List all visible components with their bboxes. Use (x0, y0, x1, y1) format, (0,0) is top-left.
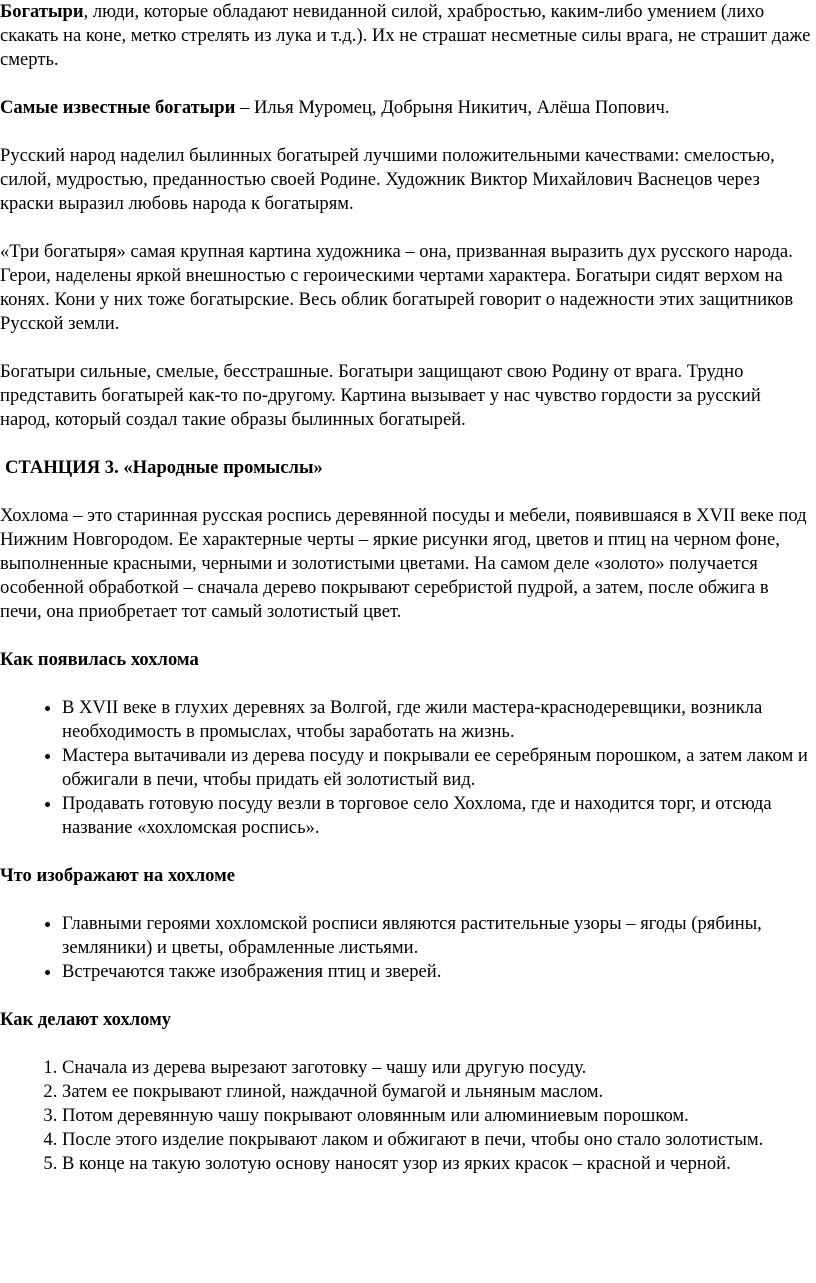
heading-make: Как делают хохлому (0, 1009, 172, 1030)
heading-origin: Как появилась хохлома (0, 649, 199, 670)
make-steps-list (0, 1056, 814, 1176)
paragraph-painting: «Три богатыря» самая крупная картина художника – она, призванная выразить дух русского народа. Герои, наделены яркой внешностью с героическими чертами характера. Богатыри сидят верхом на конях. Кони у них тоже богатырские. Весь облик богатырей говорит о надежности этих защитников Русской земли. (0, 241, 794, 334)
list-item: 1. Сначала из дерева вырезают заготовку – чашу или другую посуду. (62, 1056, 814, 1080)
paragraph-pride: Богатыри сильные, смелые, бесстрашные. Богатыри защищают свою Родину от врага. Трудно представить богатырей как-то по-другому. Картина вызывает у нас чувство гордости за русский народ, который создал такие образы былинных богатырей. (0, 361, 761, 430)
term-famous-bogatyri: Самые известные богатыри (0, 97, 236, 118)
list-item: 5. В конце на такую золотую основу наносят узор из ярких красок – красной и черной. (62, 1152, 814, 1176)
depict-list (0, 912, 814, 984)
list-item: • В XVII веке в глухих деревнях за Волгой, где жили мастера-краснодеревщики, возникла необходимость в промыслах, чтобы заработать на жизнь. (62, 696, 814, 744)
origin-list (0, 696, 814, 840)
list-item: • Встречаются также изображения птиц и зверей. (62, 960, 814, 984)
paragraph-famous-bogatyri (0, 96, 814, 120)
paragraph-people-qualities: Русский народ наделил былинных богатырей лучшими положительными качествами: смелостью, силой, мудростью, преданностью своей Родине. Художник Виктор Михайлович Васнецов через краски выразил любовь народа к богатырям. (0, 145, 775, 214)
list-item: • Главными героями хохломской росписи являются растительные узоры – ягоды (рябины, земляники) и цветы, обрамленные листьями. (62, 912, 814, 960)
heading-depict: Что изображают на хохломе (0, 865, 235, 886)
famous-names-text: – Илья Муромец, Добрыня Никитич, Алёша Попович. (235, 97, 670, 118)
list-item: • Мастера вытачивали из дерева посуду и покрывали ее серебряным порошком, а затем лаком и обжигали в печи, чтобы придать ей золотистый вид. (62, 744, 814, 792)
list-item: • Продавать готовую посуду везли в торговое село Хохлома, где и находится торг, и отсюда название «хохломская роспись». (62, 792, 814, 840)
paragraph-khokhloma-intro: Хохлома – это старинная русская роспись деревянной посуды и мебели, появившаяся в XVII веке под Нижним Новгородом. Ее характерные черты – яркие рисунки ягод, цветов и птиц на черном фоне, выполненные красными, черными и золотистыми цветами. На самом деле «золото» получается особенной обработкой – сначала дерево покрывают серебристой пудрой, а затем, после обжига в печи, она приобретает тот самый золотистый цвет. (0, 505, 807, 622)
term-bogatyri: Богатыри (0, 1, 84, 22)
list-item: 3. Потом деревянную чашу покрывают оловянным или алюминиевым порошком. (62, 1104, 814, 1128)
paragraph-bogatyri-definition (0, 0, 814, 72)
station-heading: СТАНЦИЯ 3. «Народные промыслы» (5, 457, 323, 478)
list-item: 4. После этого изделие покрывают лаком и обжигают в печи, чтобы оно стало золотистым. (62, 1128, 814, 1152)
definition-text: , люди, которые обладают невиданной силой, храбростью, каким-либо умением (лихо скакать на коне, метко стрелять из лука и т.д.). Их не страшат несметные силы врага, не страшит даже смерть. (0, 1, 811, 70)
list-item: 2. Затем ее покрывают глиной, наждачной бумагой и льняным маслом. (62, 1080, 814, 1104)
